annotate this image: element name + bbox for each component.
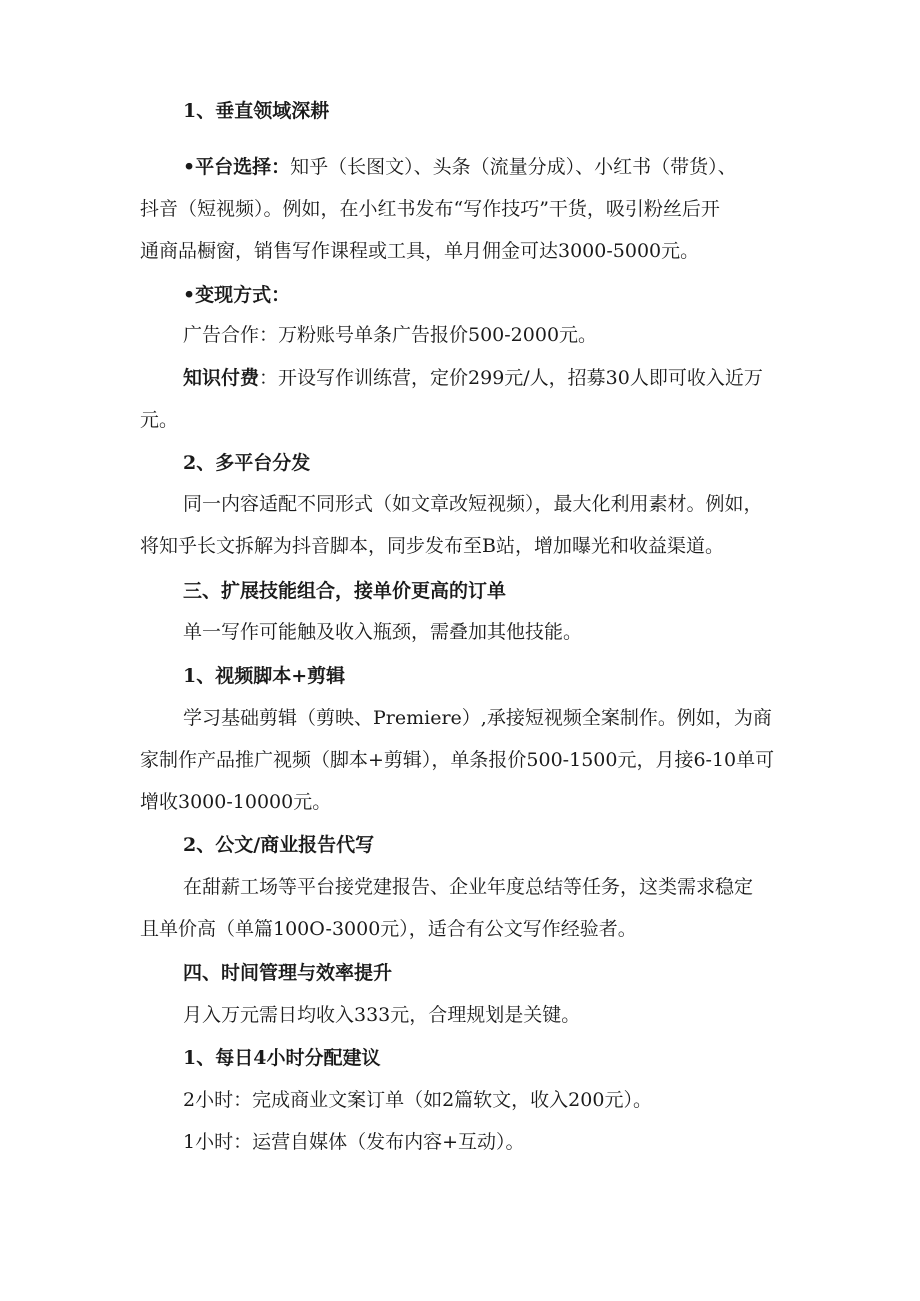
label-monetize: •变现方式： bbox=[183, 284, 291, 306]
paragraph-official-line2: 且单价高（单篇100O-3000元），适合有公文写作经验者。 bbox=[140, 918, 637, 940]
paragraph-daily-line1: 2小时：完成商业文案订单（如2篇软文，收入200元）。 bbox=[183, 1089, 652, 1111]
heading-multi-platform: 2、多平台分发 bbox=[183, 452, 311, 474]
paragraph-video-line1: 学习基础剪辑（剪映、Premiere）,承接短视频全案制作。例如，为商 bbox=[183, 707, 772, 729]
heading-section-four: 四、时间管理与效率提升 bbox=[183, 962, 393, 984]
heading-vertical-domain: 1、垂直领域深耕 bbox=[183, 100, 330, 122]
paragraph-official-line1: 在甜薪工场等平台接党建报告、企业年度总结等任务，这类需求稳定 bbox=[183, 876, 754, 898]
text-paid-line1: ：开设写作训练营，定价299元/人，招募30人即可收入近万 bbox=[259, 367, 763, 389]
paragraph-video-line3: 增收3000-10000元。 bbox=[140, 791, 332, 813]
paragraph-platform-line3: 通商品橱窗，销售写作课程或工具，单月佣金可达3000-5000元。 bbox=[140, 240, 700, 262]
paragraph-paid-line2: 元。 bbox=[140, 409, 179, 431]
paragraph-paid-line1 bbox=[0, 366, 920, 390]
paragraph-section-four: 月入万元需日均收入333元，合理规划是关键。 bbox=[183, 1004, 581, 1026]
paragraph-daily-line2: 1小时：运营自媒体（发布内容+互动）。 bbox=[183, 1131, 525, 1153]
label-platform: •平台选择： bbox=[183, 156, 291, 178]
paragraph-video-line2: 家制作产品推广视频（脚本+剪辑），单条报价500-1500元，月接6-10单可 bbox=[140, 749, 775, 771]
paragraph-ad: 广告合作：万粉账号单条广告报价500-2000元。 bbox=[183, 324, 598, 346]
paragraph-multi-line2: 将知乎长文拆解为抖音脚本，同步发布至B站，增加曝光和收益渠道。 bbox=[140, 535, 724, 557]
heading-official-docs: 2、公文/商业报告代写 bbox=[183, 834, 375, 856]
label-paid: 知识付费 bbox=[183, 367, 260, 389]
heading-section-three: 三、扩展技能组合，接单价更高的订单 bbox=[183, 580, 507, 602]
paragraph-multi-line1: 同一内容适配不同形式（如文章改短视频），最大化利用素材。例如， bbox=[183, 493, 763, 515]
paragraph-section-three: 单一写作可能触及收入瓶颈，需叠加其他技能。 bbox=[183, 621, 583, 643]
paragraph-platform-line1 bbox=[0, 155, 920, 179]
heading-daily-schedule: 1、每日4小时分配建议 bbox=[183, 1047, 381, 1069]
paragraph-platform-line2: 抖音（短视频）。例如，在小红书发布“写作技巧”干货，吸引粉丝后开 bbox=[140, 198, 720, 220]
text-platform-line1: 知乎（长图文）、头条（流量分成）、小红书（带货）、 bbox=[290, 156, 737, 178]
heading-video-editing: 1、视频脚本+剪辑 bbox=[183, 665, 346, 687]
